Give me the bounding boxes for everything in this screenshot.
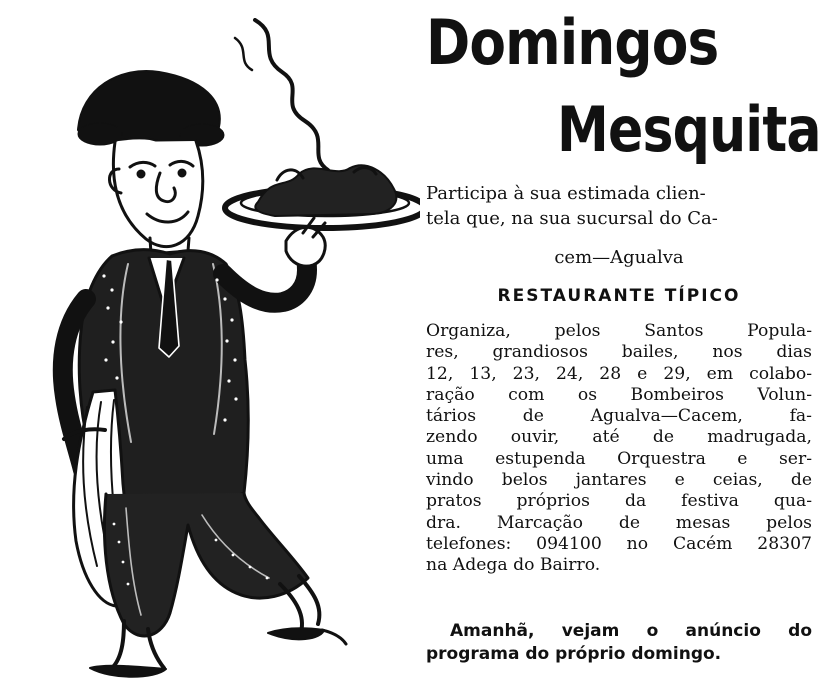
- body-paragraph: [426, 321, 812, 577]
- title-line-2: Mesquita: [557, 93, 821, 166]
- body-line-3: 12, 13, 23, 24, 28 e 29, em colabo-: [426, 363, 812, 384]
- body-line-11: telefones: 094100 no Cacém 28307: [426, 533, 812, 554]
- body-line-5: tários de Agualva—Cacem, fa-: [426, 406, 812, 427]
- closing-line-1: Amanhã, vejam o anúncio do: [450, 621, 812, 641]
- body-line-2: res, grandiosos bailes, nos dias: [426, 342, 812, 363]
- section-heading: RESTAURANTE TÍPICO: [497, 286, 741, 306]
- body-line-8: vindo belos jantares e ceias, de: [426, 470, 812, 491]
- closing-paragraph: [426, 620, 812, 666]
- body-line-4: ração com os Bombeiros Volun-: [426, 384, 812, 405]
- body-line-6: zendo ouvir, até de madrugada,: [426, 427, 812, 448]
- title-line-1: Domingos: [426, 6, 719, 79]
- intro-paragraph: [426, 181, 812, 231]
- closing-line-2: programa do próprio domingo.: [426, 644, 722, 664]
- body-line-12: na Adega do Bairro.: [426, 555, 601, 576]
- body-line-7: uma estupenda Orquestra e ser-: [426, 448, 812, 469]
- body-line-9: pratos próprios da festiva qua-: [426, 491, 812, 512]
- intro-line-3: cem—Agualva: [554, 247, 684, 268]
- intro-line-2: tela que, na sua sucursal do Ca-: [426, 208, 718, 229]
- bullfighter-waiter-icon: [20, 18, 420, 678]
- body-line-10: dra. Marcação de mesas pelos: [426, 512, 812, 533]
- intro-line-1: Participa à sua estimada clien-: [426, 183, 706, 204]
- body-line-1: Organiza, pelos Santos Popula-: [426, 321, 812, 341]
